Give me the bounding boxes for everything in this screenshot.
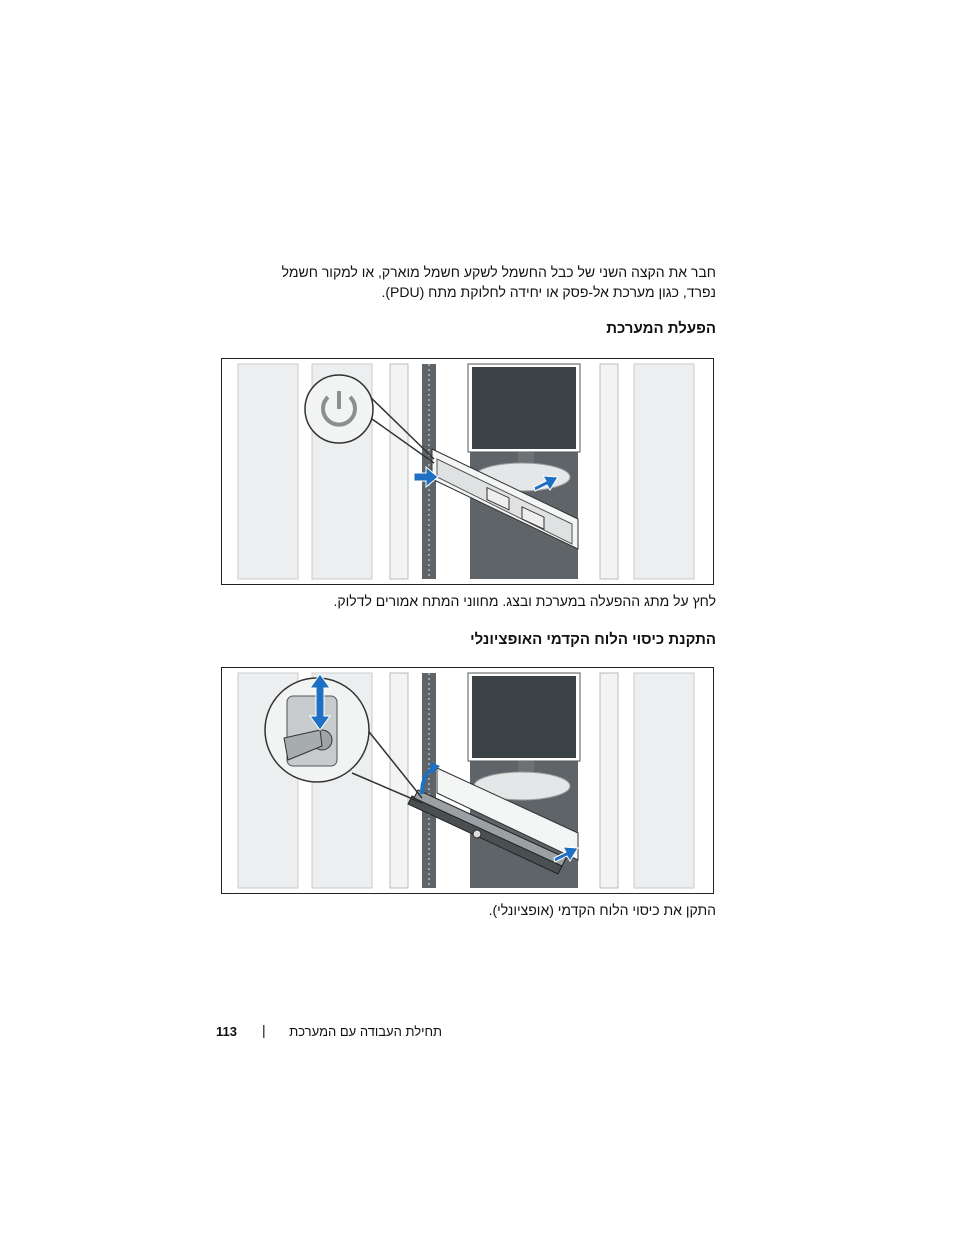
intro-line-2: נפרד, כגון מערכת אל-פסק או יחידה לחלוקת מתח (PDU). bbox=[381, 284, 716, 300]
figure-bezel bbox=[221, 667, 714, 894]
footer-title: תחילת העבודה עם המערכת bbox=[289, 1024, 442, 1039]
figure-power-on bbox=[221, 358, 714, 585]
caption-bezel: התקן את כיסוי הלוח הקדמי (אופציונלי). bbox=[488, 902, 716, 918]
intro-line-1: חבר את הקצה השני של כבל החשמל לשקע חשמל מוארק, או למקור חשמל bbox=[281, 264, 716, 280]
power-on-illustration bbox=[222, 359, 713, 584]
intro-paragraph bbox=[260, 262, 716, 302]
footer-separator: | bbox=[262, 1022, 266, 1038]
key-icon bbox=[284, 696, 337, 766]
bezel-illustration bbox=[222, 668, 713, 893]
caption-power-on: לחץ על מתג ההפעלה במערכת ובצג. מחווני המתח אמורים לדלוק. bbox=[333, 593, 716, 609]
section-heading-bezel: התקנת כיסוי הלוח הקדמי האופציונלי bbox=[470, 631, 716, 648]
page-number: 113 bbox=[216, 1024, 237, 1039]
section-heading-power-on: הפעלת המערכת bbox=[606, 320, 716, 337]
